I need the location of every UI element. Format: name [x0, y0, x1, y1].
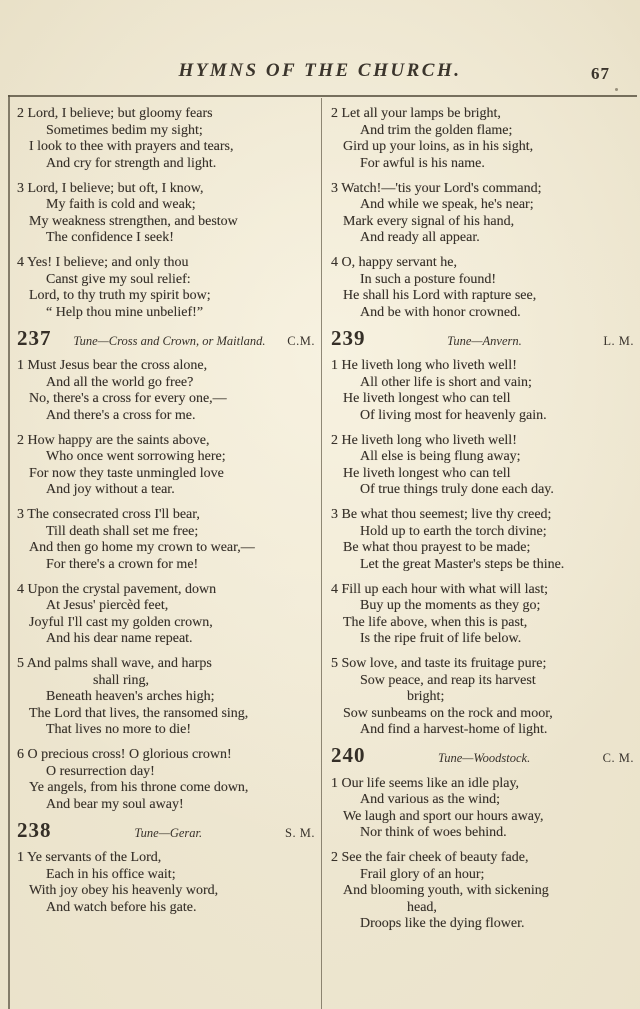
verse-line: The life above, when this is past, — [343, 614, 528, 630]
verse-line: 4 Yes! I believe; and only thou — [17, 255, 189, 270]
verse-line: And ready all appear. — [360, 230, 480, 245]
hymn-tune-label: Tune—Gerar. — [134, 825, 203, 840]
verse-line: And there's a cross for me. — [46, 407, 196, 423]
stanza — [17, 106, 315, 172]
verse-line: 5 Sow love, and taste its fruitage pure; — [331, 656, 547, 671]
verse-line: 4 Fill up each hour with what will last; — [331, 581, 548, 597]
verse-line: O resurrection day! — [46, 763, 155, 779]
hymn-number: 237 — [17, 325, 52, 350]
verse-line: 3 Lord, I believe; but oft, I know, — [17, 180, 204, 196]
verse-line: And bear my soul away! — [46, 796, 184, 812]
verse-line: 1 He liveth long who liveth well! — [331, 358, 517, 373]
stanza — [17, 433, 315, 499]
verse-line: For now they taste unmingled love — [29, 465, 224, 481]
stanza — [17, 507, 315, 573]
hymn-tune-label: Tune—Woodstock. — [437, 751, 531, 765]
verse-line: 2 See the fair cheek of beauty fade, — [331, 850, 529, 865]
verse-line: 2 He liveth long who liveth well! — [331, 432, 517, 448]
verse-line: The confidence I seek! — [46, 230, 174, 245]
stanza — [331, 358, 634, 424]
verse-line: 3 Be what thou seemest; live thy creed; — [331, 507, 552, 522]
stanza — [331, 776, 634, 842]
stanza — [17, 358, 315, 424]
verse-line: 5 And palms shall wave, and harps — [17, 656, 212, 671]
hymn-tune-label: Tune—Anvern. — [447, 333, 522, 348]
column-divider-rule — [321, 98, 322, 1009]
verse-line: And watch before his gate. — [46, 899, 197, 915]
hymn-heading-240 — [331, 743, 634, 767]
stanza — [17, 850, 315, 916]
stanza — [331, 850, 634, 933]
verse-line: 3 Watch!—'tis your Lord's command; — [331, 180, 542, 196]
verse-line: No, there's a cross for every one,— — [29, 391, 227, 406]
verse-line: 4 Upon the crystal pavement, down — [17, 581, 217, 597]
hymn-number: 239 — [331, 325, 366, 350]
verse-line: bright; — [407, 689, 445, 704]
verse-line: Frail glory of an hour; — [360, 866, 485, 882]
verse-line: shall ring, — [93, 672, 149, 688]
verse-line: Buy up the moments as they go; — [360, 598, 541, 613]
hymn-tune-label: Tune—Cross and Crown, or Maitland. — [73, 333, 266, 348]
verse-line: He shall his Lord with rapture see, — [343, 288, 537, 303]
verse-line: He liveth longest who can tell — [343, 465, 511, 481]
stanza — [17, 582, 315, 648]
stanza — [331, 181, 634, 247]
hymn-number: 240 — [331, 743, 366, 767]
verse-line: For there's a crown for me! — [46, 556, 199, 572]
verse-line: Sometimes bedim my sight; — [46, 122, 203, 138]
verse-line: Be what thou prayest to be made; — [343, 540, 531, 555]
verse-line: And joy without a tear. — [46, 482, 175, 497]
verse-line: Mark every signal of his hand, — [343, 213, 515, 229]
verse-line: He liveth longest who can tell — [343, 391, 511, 406]
verse-line: And all the world go free? — [46, 374, 194, 390]
hymn-meter-label: S. M. — [285, 825, 315, 840]
verse-line: Ye angels, from his throne come down, — [29, 780, 249, 795]
verse-line: Is the ripe fruit of life below. — [360, 631, 522, 646]
ink-speck — [615, 88, 618, 91]
hymn-heading-238 — [17, 817, 315, 842]
verse-line: In such a posture found! — [360, 271, 497, 287]
verse-line: Canst give my soul relief: — [46, 271, 191, 287]
verse-line: Let the great Master's steps be thine. — [360, 556, 565, 572]
verse-line: Of true things truly done each day. — [360, 482, 554, 497]
verse-line: 4 O, happy servant he, — [331, 255, 457, 270]
verse-line: My weakness strengthen, and bestow — [29, 213, 238, 229]
verse-line: That lives no more to die! — [46, 722, 192, 737]
verse-line: 1 Our life seems like an idle play, — [331, 775, 520, 791]
verse-line: I look to thee with prayers and tears, — [29, 139, 234, 154]
verse-line: Till death shall set me free; — [46, 523, 199, 539]
hymn-meter-label: C.M. — [287, 333, 315, 348]
verse-line: With joy obey his heavenly word, — [29, 883, 219, 898]
stanza — [17, 181, 315, 247]
verse-line: And while we speak, he's near; — [360, 197, 534, 212]
page-number: 67 — [591, 64, 610, 83]
verse-line: We laugh and sport our hours away, — [343, 808, 544, 824]
stanza — [17, 747, 315, 813]
verse-line: 1 Ye servants of the Lord, — [17, 850, 162, 865]
verse-line: 1 Must Jesus bear the cross alone, — [17, 358, 208, 373]
column-left — [17, 106, 315, 925]
verse-line: Droops like the dying flower. — [360, 916, 525, 931]
page-title: HYMNS OF THE CHURCH. — [178, 60, 462, 81]
verse-line: My faith is cold and weak; — [46, 197, 196, 212]
verse-line: 6 O precious cross! O glorious crown! — [17, 747, 232, 762]
stanza — [331, 255, 634, 321]
verse-line: 2 How happy are the saints above, — [17, 432, 210, 448]
verse-line: The Lord that lives, the ransomed sing, — [29, 705, 249, 721]
hymn-heading-237 — [17, 325, 315, 350]
header-rule — [8, 95, 637, 97]
verse-line: Hold up to earth the torch divine; — [360, 523, 547, 539]
verse-line: “ Help thou mine unbelief!” — [46, 304, 204, 320]
verse-line: Lord, to thy truth my spirit bow; — [29, 288, 211, 303]
hymn-number: 238 — [17, 817, 52, 842]
verse-line: 3 The consecrated cross I'll bear, — [17, 507, 200, 522]
verse-line: And his dear name repeat. — [46, 631, 193, 646]
verse-line: And cry for strength and light. — [46, 155, 217, 171]
stanza — [331, 582, 634, 648]
verse-line: Nor think of woes behind. — [360, 825, 507, 840]
verse-line: For awful is his name. — [360, 155, 485, 171]
verse-line: Beneath heaven's arches high; — [46, 689, 215, 704]
stanza — [331, 433, 634, 499]
stanza — [331, 507, 634, 573]
stanza — [17, 656, 315, 739]
stanza — [331, 656, 634, 739]
verse-line: And various as the wind; — [360, 792, 500, 807]
verse-line: 2 Lord, I believe; but gloomy fears — [17, 106, 213, 121]
verse-line: And find a harvest-home of light. — [360, 722, 548, 737]
page-header — [0, 60, 640, 82]
verse-line: 2 Let all your lamps be bright, — [331, 106, 501, 121]
stanza — [331, 106, 634, 172]
verse-line: Sow sunbeams on the rock and moor, — [343, 705, 553, 721]
verse-line: All other life is short and vain; — [360, 374, 532, 390]
stanza — [17, 255, 315, 321]
verse-line: Sow peace, and reap its harvest — [360, 672, 536, 688]
verse-line: head, — [407, 899, 437, 915]
verse-line: All else is being flung away; — [360, 449, 521, 464]
hymn-heading-239 — [331, 325, 634, 350]
verse-line: Each in his office wait; — [46, 866, 176, 882]
verse-line: Joyful I'll cast my golden crown, — [29, 614, 213, 630]
verse-line: And then go home my crown to wear,— — [29, 540, 255, 555]
verse-line: And trim the golden flame; — [360, 122, 513, 138]
verse-line: And blooming youth, with sickening — [343, 883, 549, 898]
hymn-meter-label: L. M. — [603, 333, 634, 348]
verse-line: Who once went sorrowing here; — [46, 449, 226, 464]
hymn-meter-label: C. M. — [602, 751, 634, 765]
verse-line: And be with honor crowned. — [360, 304, 521, 320]
left-border-rule — [8, 95, 10, 1009]
verse-line: At Jesus' piercèd feet, — [46, 598, 169, 613]
column-right — [331, 106, 634, 941]
verse-line: Of living most for heavenly gain. — [360, 407, 547, 423]
verse-line: Gird up your loins, as in his sight, — [343, 139, 534, 154]
